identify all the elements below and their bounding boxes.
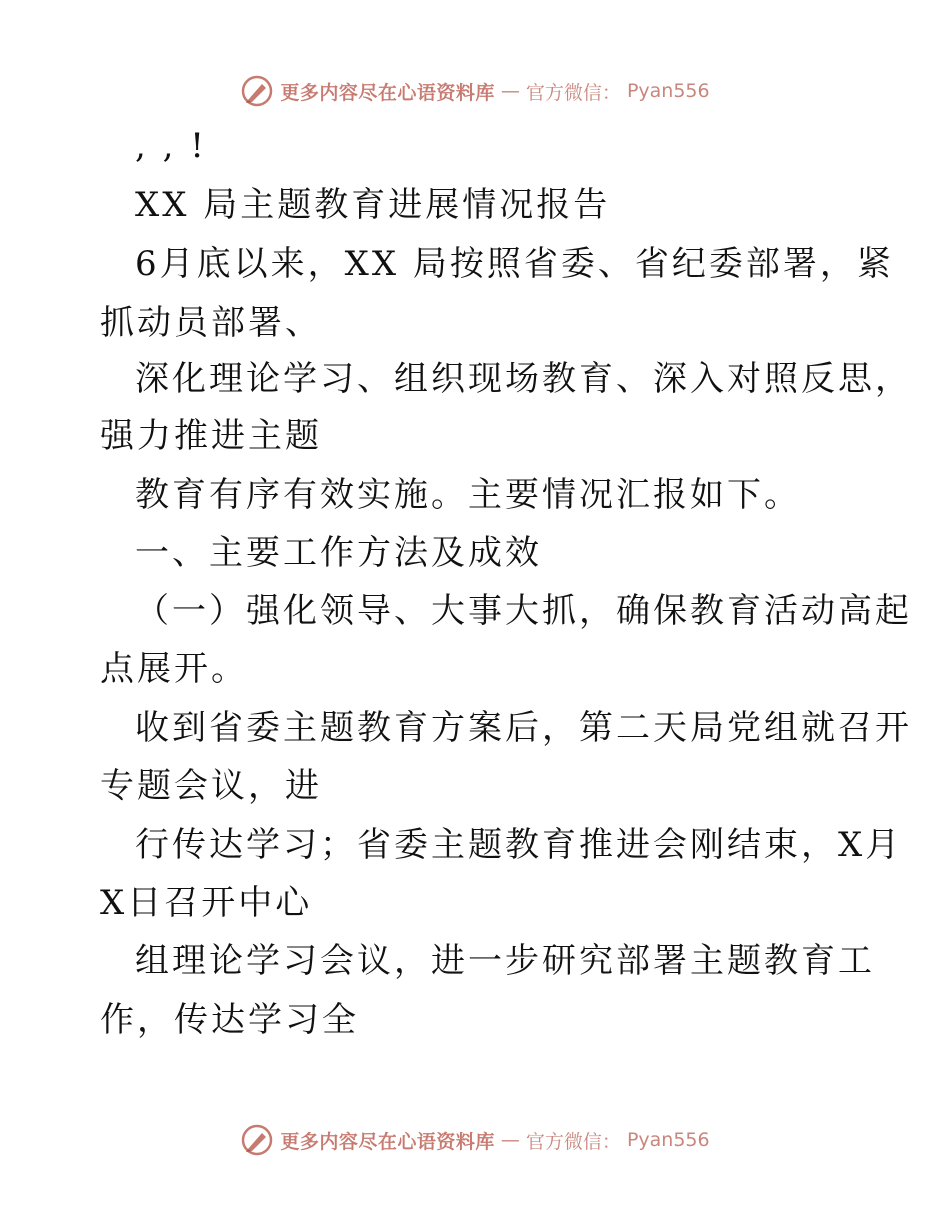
watermark-separator: —: [500, 1129, 520, 1151]
paragraph-line: 教育有序有效实施。主要情况汇报如下。: [135, 475, 801, 515]
watermark-title: 更多内容尽在心语资料库: [280, 1130, 495, 1153]
watermark-wechat-id: Pyan556: [626, 80, 710, 102]
watermark-wechat-label: 官方微信：: [525, 81, 621, 104]
paragraph-line: 深化理论学习、组织现场教育、深入对照反思，: [135, 359, 912, 399]
paragraph-line: 收到省委主题教育方案后，第二天局党组就召开: [135, 708, 912, 748]
punctuation-line: , , !: [135, 126, 207, 166]
report-title: XX 局主题教育进展情况报告: [135, 185, 611, 225]
paragraph-line: 行传达学习；省委主题教育推进会刚结束，X月: [135, 825, 903, 865]
pen-logo-icon: [240, 74, 274, 108]
paragraph-line: 作，传达学习全: [100, 1000, 359, 1040]
paragraph-line: 抓动员部署、: [100, 303, 322, 343]
watermark-wechat-id: Pyan556: [626, 1129, 710, 1151]
pen-logo-icon: [240, 1123, 274, 1157]
paragraph-line: 组理论学习会议，进一步研究部署主题教育工: [135, 941, 875, 981]
paragraph-line: 专题会议，进: [100, 766, 322, 806]
paragraph-line: X日召开中心: [100, 883, 313, 923]
paragraph-line: 6月底以来，XX 局按照省委、省纪委部署，紧: [135, 244, 894, 284]
watermark-wechat-label: 官方微信：: [525, 1130, 621, 1153]
watermark-separator: —: [500, 80, 520, 102]
watermark-title: 更多内容尽在心语资料库: [280, 81, 495, 104]
watermark-footer: [0, 1120, 950, 1160]
section-heading: 一、主要工作方法及成效: [135, 533, 542, 573]
paragraph-line: 强力推进主题: [100, 416, 322, 456]
subsection-heading: （一）强化领导、大事大抓，确保教育活动高起: [135, 591, 912, 631]
watermark-header: [0, 71, 950, 111]
subsection-heading: 点展开。: [100, 649, 248, 689]
